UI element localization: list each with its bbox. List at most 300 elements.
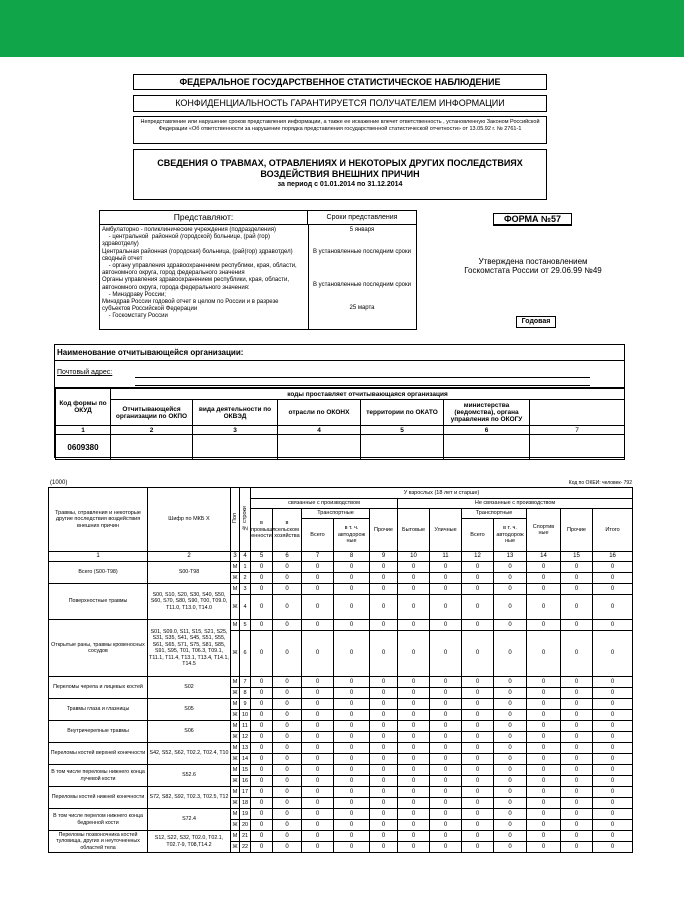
value-cell: 0 bbox=[334, 820, 370, 831]
report-title-box bbox=[133, 149, 547, 200]
value-cell: 0 bbox=[462, 562, 494, 573]
value-cell: 0 bbox=[494, 765, 527, 776]
sex-cell: Ж bbox=[231, 776, 240, 787]
value-cell: 0 bbox=[462, 573, 494, 584]
value-cell: 0 bbox=[273, 721, 302, 732]
row-number-cell: 7 bbox=[240, 677, 251, 688]
row-number-cell: 13 bbox=[240, 743, 251, 754]
value-cell: 0 bbox=[273, 765, 302, 776]
value-cell: 0 bbox=[527, 776, 561, 787]
row-number-cell: 17 bbox=[240, 787, 251, 798]
postal-address-label: Почтовый адрес: bbox=[57, 369, 113, 376]
injury-name: Переломы костей верхней конечности bbox=[49, 743, 148, 765]
organization-name-label: Наименование отчитывающейся организации: bbox=[57, 348, 244, 357]
value-cell: 0 bbox=[251, 562, 273, 573]
value-cell: 0 bbox=[334, 776, 370, 787]
value-cell: 0 bbox=[370, 721, 398, 732]
sex-cell: Ж bbox=[231, 798, 240, 809]
industry-header: в промышл енности bbox=[251, 509, 273, 552]
value-cell: 0 bbox=[494, 573, 527, 584]
value-cell: 0 bbox=[251, 765, 273, 776]
value-cell: 0 bbox=[494, 721, 527, 732]
table-row bbox=[49, 677, 633, 688]
value-cell: 0 bbox=[370, 798, 398, 809]
row-number-cell: 8 bbox=[240, 688, 251, 699]
value-cell: 0 bbox=[398, 573, 430, 584]
value-cell: 0 bbox=[273, 809, 302, 820]
table-body bbox=[49, 562, 633, 853]
value-cell: 0 bbox=[561, 677, 593, 688]
value-cell: 0 bbox=[527, 699, 561, 710]
value-cell: 0 bbox=[593, 754, 633, 765]
value-cell: 0 bbox=[302, 699, 334, 710]
value-cell: 0 bbox=[462, 710, 494, 721]
value-cell: 0 bbox=[370, 809, 398, 820]
value-cell: 0 bbox=[462, 831, 494, 842]
transport-total-header: Всего bbox=[302, 519, 334, 552]
value-cell: 0 bbox=[251, 842, 273, 853]
sex-cell: М bbox=[231, 765, 240, 776]
value-cell: 0 bbox=[370, 787, 398, 798]
value-cell: 0 bbox=[398, 631, 430, 677]
sport-header: Спортив ные bbox=[527, 509, 561, 552]
value-cell: 0 bbox=[527, 754, 561, 765]
sex-cell: М bbox=[231, 809, 240, 820]
value-cell: 0 bbox=[251, 677, 273, 688]
table-row bbox=[49, 831, 633, 842]
value-cell: 0 bbox=[334, 631, 370, 677]
value-cell: 0 bbox=[430, 721, 462, 732]
okpo-value bbox=[111, 435, 193, 460]
value-cell: 0 bbox=[302, 677, 334, 688]
empty-header bbox=[530, 400, 625, 426]
liability-warning: Непредставление или нарушение сроков представления информации, а также ее искажение влечет ответственность , установленную Законом Российской Федерации «Об ответственности за нарушение порядка представления государственной статистической отчетности» от 13.05.92 г. № 2761-1 bbox=[133, 116, 547, 144]
extra-value bbox=[530, 435, 625, 460]
value-cell: 0 bbox=[273, 573, 302, 584]
value-cell: 0 bbox=[430, 798, 462, 809]
value-cell: 0 bbox=[251, 798, 273, 809]
value-cell: 0 bbox=[527, 809, 561, 820]
injury-name: Открытые раны, травмы кровеносных сосудов bbox=[49, 620, 148, 677]
value-cell: 0 bbox=[334, 765, 370, 776]
value-cell: 0 bbox=[494, 631, 527, 677]
value-cell: 0 bbox=[527, 620, 561, 631]
value-cell: 0 bbox=[370, 699, 398, 710]
row-number-cell: 22 bbox=[240, 842, 251, 853]
value-cell: 0 bbox=[430, 688, 462, 699]
col-number: 5 bbox=[361, 426, 444, 435]
row-number-cell: 5 bbox=[240, 620, 251, 631]
value-cell: 0 bbox=[334, 710, 370, 721]
value-cell: 0 bbox=[302, 688, 334, 699]
value-cell: 0 bbox=[527, 787, 561, 798]
value-cell: 0 bbox=[593, 842, 633, 853]
other2-header: Прочие bbox=[561, 509, 593, 552]
sex-header-text: Пол bbox=[231, 513, 238, 524]
value-cell: 0 bbox=[430, 765, 462, 776]
row-col-header bbox=[240, 488, 251, 552]
value-cell: 0 bbox=[334, 798, 370, 809]
value-cell: 0 bbox=[494, 688, 527, 699]
value-cell: 0 bbox=[398, 688, 430, 699]
value-cell: 0 bbox=[430, 631, 462, 677]
row-number-cell: 18 bbox=[240, 798, 251, 809]
injury-name: Поверхностные травмы bbox=[49, 584, 148, 620]
value-cell: 0 bbox=[302, 562, 334, 573]
value-cell: 0 bbox=[561, 562, 593, 573]
value-cell: 0 bbox=[251, 688, 273, 699]
table-row bbox=[49, 787, 633, 798]
value-cell: 0 bbox=[462, 765, 494, 776]
value-cell: 0 bbox=[527, 732, 561, 743]
row-header-text: № строки bbox=[241, 506, 248, 531]
row-number-cell: 14 bbox=[240, 754, 251, 765]
value-cell: 0 bbox=[430, 710, 462, 721]
value-cell: 0 bbox=[527, 631, 561, 677]
value-cell: 0 bbox=[334, 595, 370, 620]
value-cell: 0 bbox=[561, 721, 593, 732]
okpo-header: Отчитывающейся организации по ОКПО bbox=[111, 400, 193, 426]
value-cell: 0 bbox=[273, 776, 302, 787]
value-cell: 0 bbox=[430, 562, 462, 573]
value-cell: 0 bbox=[462, 721, 494, 732]
value-cell: 0 bbox=[370, 831, 398, 842]
col-number: 7 bbox=[530, 426, 625, 435]
col-number: 3 bbox=[193, 426, 278, 435]
value-cell: 0 bbox=[462, 798, 494, 809]
value-cell: 0 bbox=[302, 631, 334, 677]
value-cell: 0 bbox=[430, 699, 462, 710]
sex-cell: Ж bbox=[231, 631, 240, 677]
column-number: 8 bbox=[334, 552, 370, 562]
value-cell: 0 bbox=[494, 732, 527, 743]
icd-code: S72.4 bbox=[148, 809, 231, 831]
injury-name: В том числе перелом нижнего конца бедренной кости bbox=[49, 809, 148, 831]
value-cell: 0 bbox=[302, 743, 334, 754]
value-cell: 0 bbox=[561, 595, 593, 620]
row-number-cell: 10 bbox=[240, 710, 251, 721]
value-cell: 0 bbox=[494, 831, 527, 842]
value-cell: 0 bbox=[251, 631, 273, 677]
icd-code: S01, S09.0, S11, S15, S21, S25, S31, S35, S41, S45, S51, S55, S61, S65, S71, S75, S81, S85, S91, S95, T01, T06.3, T09.1, T11.1, T11.4, T13.1, T13.4, T14.1, T14.5 bbox=[148, 620, 231, 677]
okud-header: Код формы по ОКУД bbox=[56, 389, 111, 426]
value-cell: 0 bbox=[494, 776, 527, 787]
value-cell: 0 bbox=[273, 754, 302, 765]
term-2: В установленные последним сроки bbox=[312, 249, 411, 255]
presenters-divider bbox=[308, 225, 309, 329]
value-cell: 0 bbox=[527, 743, 561, 754]
sex-cell: Ж bbox=[231, 688, 240, 699]
value-cell: 0 bbox=[593, 820, 633, 831]
value-cell: 0 bbox=[370, 842, 398, 853]
value-cell: 0 bbox=[527, 765, 561, 776]
address-line bbox=[135, 377, 590, 378]
column-number: 3 bbox=[231, 552, 240, 562]
value-cell: 0 bbox=[273, 732, 302, 743]
column-number: 9 bbox=[370, 552, 398, 562]
confidentiality-banner: КОНФИДЕНЦИАЛЬНОСТЬ ГАРАНТИРУЕТСЯ ПОЛУЧАТЕЛЕМ ИНФОРМАЦИИ bbox=[133, 95, 547, 112]
value-cell: 0 bbox=[302, 573, 334, 584]
value-cell: 0 bbox=[398, 809, 430, 820]
value-cell: 0 bbox=[273, 787, 302, 798]
value-cell: 0 bbox=[302, 776, 334, 787]
value-cell: 0 bbox=[370, 584, 398, 595]
value-cell: 0 bbox=[398, 677, 430, 688]
sex-cell: М bbox=[231, 584, 240, 595]
value-cell: 0 bbox=[370, 562, 398, 573]
transport-header: Транспортные bbox=[302, 509, 370, 519]
value-cell: 0 bbox=[430, 831, 462, 842]
value-cell: 0 bbox=[273, 743, 302, 754]
row-number-cell: 1 bbox=[240, 562, 251, 573]
value-cell: 0 bbox=[302, 721, 334, 732]
table-row bbox=[49, 699, 633, 710]
value-cell: 0 bbox=[561, 732, 593, 743]
icd-code: S72, S82, S92, T02.3, T02.5, T12 bbox=[148, 787, 231, 809]
value-cell: 0 bbox=[334, 688, 370, 699]
col-number: 4 bbox=[278, 426, 361, 435]
presenters-box bbox=[99, 210, 417, 330]
value-cell: 0 bbox=[561, 798, 593, 809]
presenters-header: Представляют: bbox=[100, 211, 308, 225]
value-cell: 0 bbox=[561, 584, 593, 595]
row-number-cell: 6 bbox=[240, 631, 251, 677]
value-cell: 0 bbox=[494, 743, 527, 754]
value-cell: 0 bbox=[251, 573, 273, 584]
value-cell: 0 bbox=[494, 699, 527, 710]
value-cell: 0 bbox=[398, 620, 430, 631]
value-cell: 0 bbox=[593, 688, 633, 699]
value-cell: 0 bbox=[302, 842, 334, 853]
value-cell: 0 bbox=[593, 710, 633, 721]
value-cell: 0 bbox=[561, 809, 593, 820]
value-cell: 0 bbox=[462, 699, 494, 710]
value-cell: 0 bbox=[251, 721, 273, 732]
row-number-cell: 20 bbox=[240, 820, 251, 831]
sex-cell: М bbox=[231, 677, 240, 688]
injury-col-header: Травмы, отравления и некоторые другие последствия воздействия внешних причин bbox=[49, 488, 148, 552]
value-cell: 0 bbox=[462, 754, 494, 765]
value-cell: 0 bbox=[593, 809, 633, 820]
value-cell: 0 bbox=[430, 573, 462, 584]
value-cell: 0 bbox=[370, 710, 398, 721]
term-4: 25 марта bbox=[349, 305, 375, 311]
row-number-cell: 19 bbox=[240, 809, 251, 820]
value-cell: 0 bbox=[302, 809, 334, 820]
column-number: 13 bbox=[494, 552, 527, 562]
value-cell: 0 bbox=[527, 842, 561, 853]
value-cell: 0 bbox=[398, 798, 430, 809]
value-cell: 0 bbox=[593, 699, 633, 710]
value-cell: 0 bbox=[462, 677, 494, 688]
value-cell: 0 bbox=[334, 584, 370, 595]
value-cell: 0 bbox=[398, 595, 430, 620]
value-cell: 0 bbox=[251, 776, 273, 787]
value-cell: 0 bbox=[251, 595, 273, 620]
value-cell: 0 bbox=[561, 710, 593, 721]
transport2-total-header: Всего bbox=[462, 519, 494, 552]
table-row bbox=[49, 562, 633, 573]
okei-code: Код по ОКЕИ: человек- 792 bbox=[568, 480, 632, 486]
value-cell: 0 bbox=[302, 765, 334, 776]
injury-name: Переломы черепа и лицевых костей bbox=[49, 677, 148, 699]
value-cell: 0 bbox=[593, 573, 633, 584]
presenters-list: Амбулаторно - поликлинические учреждения (подразделения) - центральной районной (городской) больнице, (рай (гор) здравотделу) Центральная районная (городская) больница, (рай(гор) здравотдел) сводный отчет - органу управления здравоохранением республики, края, области, автономного округа, город федерального значения Органы управления здравоохранением республики, края, области, автономного округа, города федерального значения: - Минздраву России; Минздрав России годовой отчет в целом по России и в разрезе субъектов Российской Федерации - Госкомстату России bbox=[102, 227, 297, 320]
sex-cell: М bbox=[231, 699, 240, 710]
organization-block bbox=[54, 344, 625, 458]
transport2-header: Транспортные bbox=[462, 509, 527, 519]
value-cell: 0 bbox=[273, 710, 302, 721]
value-cell: 0 bbox=[334, 787, 370, 798]
injury-name: Всего (S00-T98) bbox=[49, 562, 148, 584]
value-cell: 0 bbox=[302, 584, 334, 595]
sex-cell: Ж bbox=[231, 573, 240, 584]
value-cell: 0 bbox=[370, 732, 398, 743]
icd-col-header: Шифр по МКБ X bbox=[148, 488, 231, 552]
value-cell: 0 bbox=[398, 710, 430, 721]
column-number: 4 bbox=[240, 552, 251, 562]
street-header: Уличные bbox=[430, 509, 462, 552]
value-cell: 0 bbox=[527, 677, 561, 688]
value-cell: 0 bbox=[251, 699, 273, 710]
table-row bbox=[49, 743, 633, 754]
value-cell: 0 bbox=[430, 842, 462, 853]
value-cell: 0 bbox=[593, 721, 633, 732]
value-cell: 0 bbox=[398, 721, 430, 732]
row-number-cell: 2 bbox=[240, 573, 251, 584]
value-cell: 0 bbox=[430, 584, 462, 595]
value-cell: 0 bbox=[334, 842, 370, 853]
sex-cell: М bbox=[231, 562, 240, 573]
value-cell: 0 bbox=[593, 787, 633, 798]
non-work-related-header: Не связанные с производством bbox=[398, 499, 633, 509]
value-cell: 0 bbox=[527, 573, 561, 584]
adults-header: У взрослых (18 лет и старше) bbox=[251, 488, 633, 499]
value-cell: 0 bbox=[462, 809, 494, 820]
value-cell: 0 bbox=[334, 721, 370, 732]
icd-code: S12, S22, S32, T02.0, T02.1, T02.7-9, T08,T14.2 bbox=[148, 831, 231, 853]
transport2-auto-header: в т. ч. автодорож ные bbox=[494, 519, 527, 552]
value-cell: 0 bbox=[593, 584, 633, 595]
sex-cell: Ж bbox=[231, 595, 240, 620]
column-numbers-row bbox=[49, 552, 633, 562]
value-cell: 0 bbox=[494, 798, 527, 809]
value-cell: 0 bbox=[398, 820, 430, 831]
value-cell: 0 bbox=[561, 573, 593, 584]
value-cell: 0 bbox=[430, 620, 462, 631]
value-cell: 0 bbox=[251, 809, 273, 820]
value-cell: 0 bbox=[398, 584, 430, 595]
injury-name: Внутричерепные травмы bbox=[49, 721, 148, 743]
value-cell: 0 bbox=[398, 562, 430, 573]
value-cell: 0 bbox=[527, 584, 561, 595]
other-header: Прочие bbox=[370, 509, 398, 552]
value-cell: 0 bbox=[462, 842, 494, 853]
okved-header: вида деятельности по ОКВЭД bbox=[193, 400, 278, 426]
okved-value bbox=[193, 435, 278, 460]
row-number-cell: 9 bbox=[240, 699, 251, 710]
value-cell: 0 bbox=[561, 754, 593, 765]
value-cell: 0 bbox=[302, 820, 334, 831]
value-cell: 0 bbox=[462, 820, 494, 831]
value-cell: 0 bbox=[462, 743, 494, 754]
column-number: 7 bbox=[302, 552, 334, 562]
column-number: 10 bbox=[398, 552, 430, 562]
value-cell: 0 bbox=[494, 595, 527, 620]
table-row bbox=[49, 620, 633, 631]
injury-name: Переломы позвоночника костей туловища, других и неуточненных областей тела bbox=[49, 831, 148, 853]
agriculture-header: в сельском хозяйства bbox=[273, 509, 302, 552]
value-cell: 0 bbox=[561, 831, 593, 842]
value-cell: 0 bbox=[370, 631, 398, 677]
value-cell: 0 bbox=[561, 787, 593, 798]
value-cell: 0 bbox=[494, 677, 527, 688]
okonh-value bbox=[278, 435, 361, 460]
value-cell: 0 bbox=[334, 620, 370, 631]
value-cell: 0 bbox=[302, 798, 334, 809]
federal-observation-banner: ФЕДЕРАЛЬНОЕ ГОСУДАРСТВЕННОЕ СТАТИСТИЧЕСКОЕ НАБЛЮДЕНИЕ bbox=[133, 74, 547, 90]
row-number-cell: 4 bbox=[240, 595, 251, 620]
icd-code: S00, S10, S20, S30, S40, S50, S60, S70, S80, S90, T00, T09.0, T11.0, T13.0, T14.0 bbox=[148, 584, 231, 620]
value-cell: 0 bbox=[430, 595, 462, 620]
value-cell: 0 bbox=[334, 562, 370, 573]
value-cell: 0 bbox=[370, 820, 398, 831]
value-cell: 0 bbox=[430, 809, 462, 820]
sex-cell: М bbox=[231, 831, 240, 842]
value-cell: 0 bbox=[370, 677, 398, 688]
value-cell: 0 bbox=[462, 595, 494, 620]
value-cell: 0 bbox=[273, 562, 302, 573]
top-color-bar bbox=[0, 0, 684, 57]
value-cell: 0 bbox=[430, 787, 462, 798]
value-cell: 0 bbox=[593, 562, 633, 573]
column-number: 11 bbox=[430, 552, 462, 562]
value-cell: 0 bbox=[251, 743, 273, 754]
value-cell: 0 bbox=[593, 743, 633, 754]
work-related-header: связанные с производством bbox=[251, 499, 398, 509]
report-title: СВЕДЕНИЯ О ТРАВМАХ, ОТРАВЛЕНИЯХ И НЕКОТОРЫХ ДРУГИХ ПОСЛЕДСТВИЯХ ВОЗДЕЙСТВИЯ ВНЕШНИХ ПРИЧИН bbox=[157, 158, 523, 179]
value-cell: 0 bbox=[334, 831, 370, 842]
icd-code: S05 bbox=[148, 699, 231, 721]
value-cell: 0 bbox=[273, 584, 302, 595]
value-cell: 0 bbox=[398, 699, 430, 710]
value-cell: 0 bbox=[251, 831, 273, 842]
value-cell: 0 bbox=[462, 776, 494, 787]
sex-cell: Ж bbox=[231, 732, 240, 743]
value-cell: 0 bbox=[302, 831, 334, 842]
value-cell: 0 bbox=[334, 677, 370, 688]
value-cell: 0 bbox=[527, 798, 561, 809]
injuries-table bbox=[48, 487, 633, 853]
value-cell: 0 bbox=[370, 776, 398, 787]
okonh-header: отрасли по ОКОНХ bbox=[278, 400, 361, 426]
divider bbox=[55, 360, 624, 361]
value-cell: 0 bbox=[273, 820, 302, 831]
row-number-cell: 16 bbox=[240, 776, 251, 787]
form-number: ФОРМА №57 bbox=[493, 213, 572, 226]
value-cell: 0 bbox=[370, 743, 398, 754]
total-header: Итого bbox=[593, 509, 633, 552]
transport-auto-header: в т. ч. автодорож ные bbox=[334, 519, 370, 552]
value-cell: 0 bbox=[494, 754, 527, 765]
value-cell: 0 bbox=[527, 562, 561, 573]
sex-col-header bbox=[231, 488, 240, 552]
value-cell: 0 bbox=[561, 765, 593, 776]
row-number-cell: 21 bbox=[240, 831, 251, 842]
sex-cell: Ж bbox=[231, 842, 240, 853]
value-cell: 0 bbox=[561, 620, 593, 631]
column-number: 2 bbox=[148, 552, 231, 562]
